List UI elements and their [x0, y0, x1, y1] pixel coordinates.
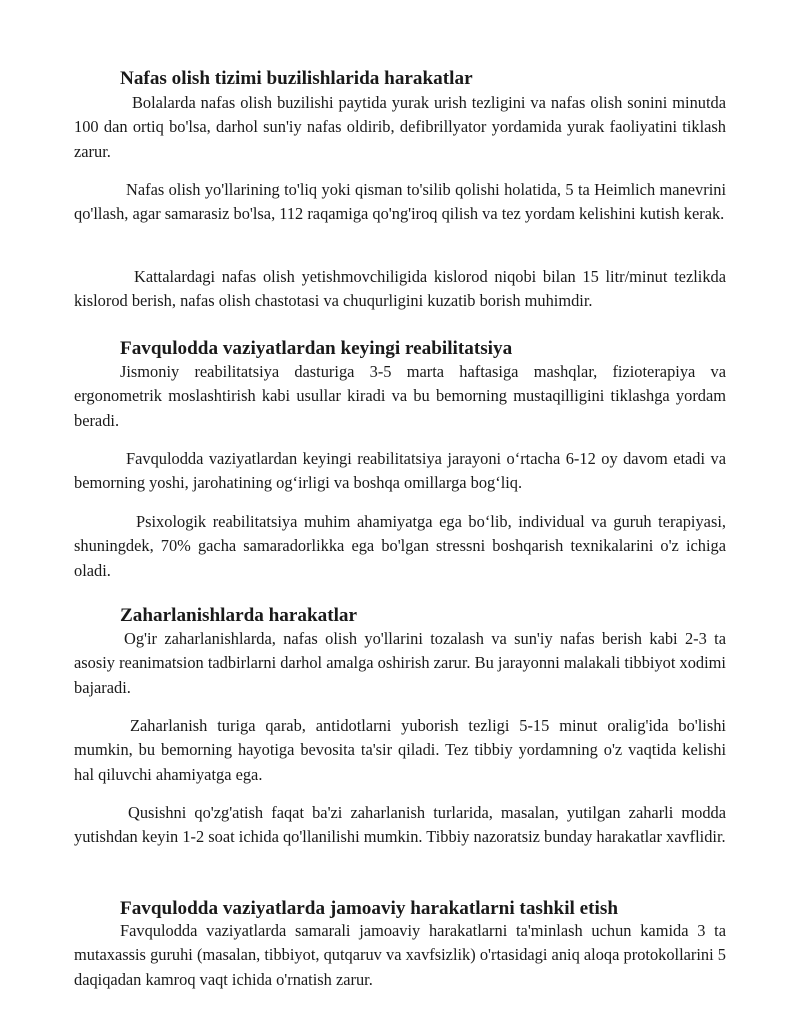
- paragraph: Zaharlanish turiga qarab, antidotlarni yuborish tezligi 5-15 minut oralig'ida bo'lishi mumkin, bu bemorning hayotiga bevosita ta'sir qiladi. Tez tibbiy yordamning o'z vaqtida kelishi hal qiluvchi ahamiyatga ega.: [74, 716, 726, 784]
- section-heading: Zaharlanishlarda harakatlar: [120, 605, 358, 626]
- paragraph: Favqulodda vaziyatlarda samarali jamoaviy harakatlarni ta'minlash uchun kamida 3 ta mutaxassis guruhi (masalan, tibbiyot, qutqaruv va xavfsizlik) o'rtasidagi aniq aloqa protokollarini 5 daqiqadan kamroq vaqt ichida o'rnatish zarur.: [74, 921, 726, 989]
- paragraph: Nafas olish yo'llarining to'liq yoki qisman to'silib qolishi holatida, 5 ta Heimlich manevrini qo'llash, agar samarasiz bo'lsa, 112 raqamiga qo'ng'iroq qilish va tez yordam kelishini kutish kerak.: [74, 180, 726, 224]
- paragraph: Favqulodda vaziyatlardan keyingi reabilitatsiya jarayoni o‘rtacha 6-12 oy davom etadi va bemorning yoshi, jarohatining og‘irligi va boshqa omillarga bog‘liq.: [74, 449, 726, 493]
- section-heading: Nafas olish tizimi buzilishlarida harakatlar: [120, 68, 473, 89]
- section-heading: Favqulodda vaziyatlarda jamoaviy harakatlarni tashkil etish: [120, 898, 618, 919]
- paragraph: Qusishni qo'zg'atish faqat ba'zi zaharlanish turlarida, masalan, yutilgan zaharli modda yutishdan keyin 1-2 soat ichida qo'llanilishi mumkin. Tibbiy nazoratsiz bunday harakatlar xavflidir.: [74, 803, 726, 847]
- paragraph: Jismoniy reabilitatsiya dasturiga 3-5 marta haftasiga mashqlar, fizioterapiya va ergonometrik moslashtirish kabi usullar kiradi va bu bemorning mustaqilligini tiklashga yordam beradi.: [74, 362, 726, 430]
- paragraph: Bolalarda nafas olish buzilishi paytida yurak urish tezligini va nafas olish sonini minutda 100 dan ortiq bo'lsa, darhol sun'iy nafas oldirib, defibrillyator yordamida yurak faoliyatini tiklash zarur.: [74, 93, 726, 161]
- paragraph: Psixologik reabilitatsiya muhim ahamiyatga ega bo‘lib, individual va guruh terapiyasi, shuningdek, 70% gacha samaradorlikka ega bo'lgan stressni boshqarish texnikalarini o'z ichiga oladi.: [74, 512, 726, 580]
- paragraph: Og'ir zaharlanishlarda, nafas olish yo'llarini tozalash va sun'iy nafas berish kabi 2-3 ta asosiy reanimatsion tadbirlarni darhol amalga oshirish zarur. Bu jarayonni malakali tibbiyot xodimi bajaradi.: [74, 629, 726, 697]
- paragraph: Kattalardagi nafas olish yetishmovchiligida kislorod niqobi bilan 15 litr/minut tezlikda kislorod berish, nafas olish chastotasi va chuqurligini kuzatib borish muhimdir.: [74, 267, 726, 311]
- section-heading: Favqulodda vaziyatlardan keyingi reabilitatsiya: [120, 338, 513, 359]
